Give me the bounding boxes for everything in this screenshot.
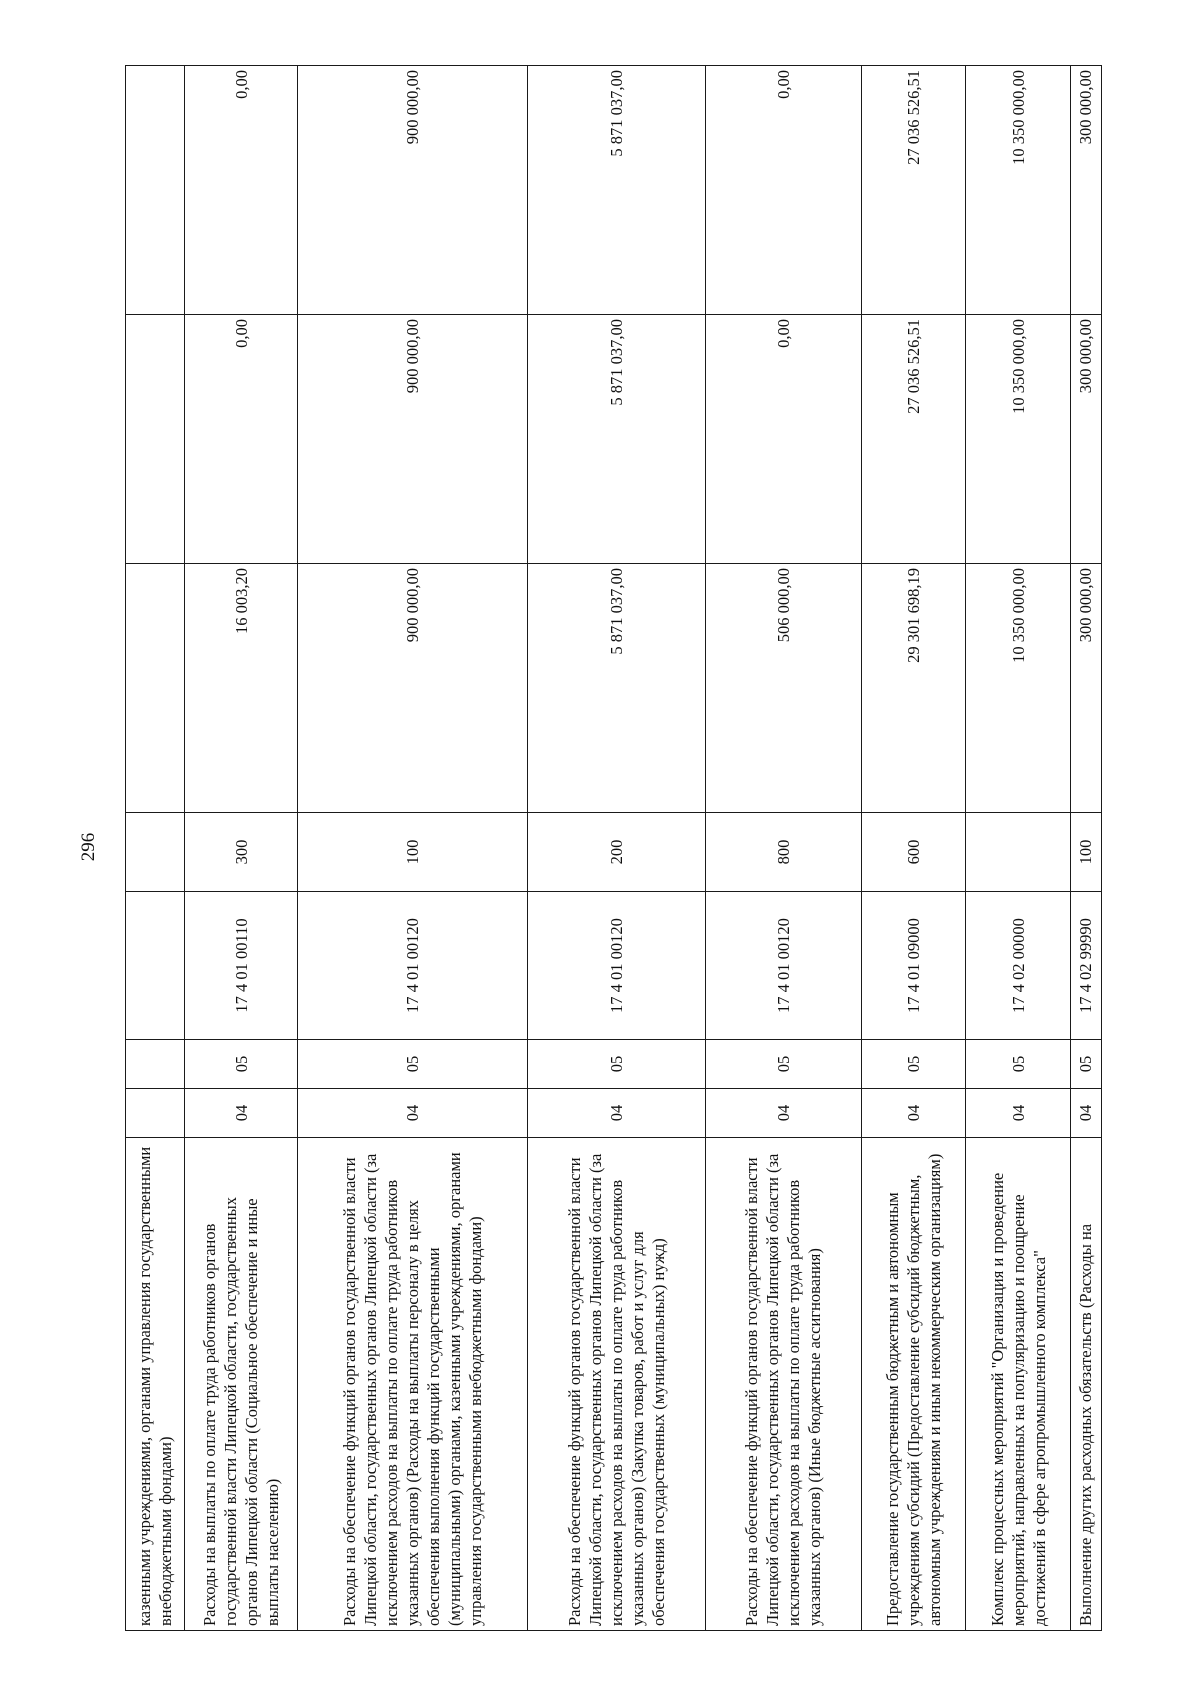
- row-description: Выполнение других расходных обязательств (Расходы на: [1070, 1138, 1101, 1631]
- amount-1: 900 000,00: [298, 564, 528, 813]
- amount-2: 0,00: [185, 315, 298, 564]
- subsection-code: 05: [298, 1040, 528, 1089]
- amount-3: 0,00: [185, 66, 298, 315]
- expense-type-code: 200: [528, 813, 706, 892]
- subsection-code: [126, 1040, 185, 1089]
- target-article-code: [126, 892, 185, 1040]
- table-row: [966, 66, 1070, 1631]
- row-description: Расходы на обеспечение функций органов государственной власти Липецкой области, государственных органов Липецкой области (за исключением расходов на выплаты по оплате труда работников указанных органов) (Иные бюджетные ассигнования): [705, 1138, 861, 1631]
- amount-2: [126, 315, 185, 564]
- amount-3: 900 000,00: [298, 66, 528, 315]
- section-code: [126, 1089, 185, 1138]
- target-article-code: 17 4 01 00120: [298, 892, 528, 1040]
- table-row: [528, 66, 706, 1631]
- table-row: [298, 66, 528, 1631]
- row-description: Расходы на обеспечение функций органов государственной власти Липецкой области, государственных органов Липецкой области (за исключением расходов на выплаты по оплате труда работников указанных органов) (Расходы на выплаты персоналу в целях обеспечения выполнения функций государственными (муниципальными) органами, казенными учреждениями, органами управления государственными внебюджетными фондами): [298, 1138, 528, 1631]
- target-article-code: 17 4 02 00000: [966, 892, 1070, 1040]
- table-row: [126, 66, 185, 1631]
- section-code: 04: [861, 1089, 965, 1138]
- amount-3: 0,00: [705, 66, 861, 315]
- row-description: Предоставление государственным бюджетным и автономным учреждениям субсидий (Предоставление субсидий бюджетным, автономным учреждениям и иным некоммерческим организациям): [861, 1138, 965, 1631]
- target-article-code: 17 4 01 00120: [705, 892, 861, 1040]
- expense-type-code: 100: [298, 813, 528, 892]
- subsection-code: 05: [528, 1040, 706, 1089]
- budget-table: [125, 65, 1102, 1631]
- expense-type-code: 100: [1070, 813, 1101, 892]
- table-row: [861, 66, 965, 1631]
- expense-type-code: [966, 813, 1070, 892]
- amount-3: 10 350 000,00: [966, 66, 1070, 315]
- row-description: казенными учреждениями, органами управления государственными внебюджетными фондами): [126, 1138, 185, 1631]
- table-row: [705, 66, 861, 1631]
- amount-1: 506 000,00: [705, 564, 861, 813]
- amount-3: 300 000,00: [1070, 66, 1101, 315]
- amount-1: [126, 564, 185, 813]
- amount-3: [126, 66, 185, 315]
- row-description: Расходы на выплаты по оплате труда работников органов государственной власти Липецкой области, государственных органов Липецкой области (Социальное обеспечение и иные выплаты населению): [185, 1138, 298, 1631]
- amount-2: 5 871 037,00: [528, 315, 706, 564]
- subsection-code: 05: [1070, 1040, 1101, 1089]
- target-article-code: 17 4 01 00110: [185, 892, 298, 1040]
- amount-1: 16 003,20: [185, 564, 298, 813]
- target-article-code: 17 4 01 00120: [528, 892, 706, 1040]
- amount-1: 29 301 698,19: [861, 564, 965, 813]
- amount-1: 10 350 000,00: [966, 564, 1070, 813]
- expense-type-code: 600: [861, 813, 965, 892]
- amount-2: 0,00: [705, 315, 861, 564]
- section-code: 04: [1070, 1089, 1101, 1138]
- expense-type-code: [126, 813, 185, 892]
- expense-type-code: 800: [705, 813, 861, 892]
- subsection-code: 05: [861, 1040, 965, 1089]
- subsection-code: 05: [185, 1040, 298, 1089]
- table-row: [1070, 66, 1101, 1631]
- subsection-code: 05: [705, 1040, 861, 1089]
- table-row: [185, 66, 298, 1631]
- section-code: 04: [705, 1089, 861, 1138]
- subsection-code: 05: [966, 1040, 1070, 1089]
- section-code: 04: [528, 1089, 706, 1138]
- target-article-code: 17 4 02 99990: [1070, 892, 1101, 1040]
- amount-1: 5 871 037,00: [528, 564, 706, 813]
- amount-2: 10 350 000,00: [966, 315, 1070, 564]
- section-code: 04: [185, 1089, 298, 1138]
- row-description: Комплекс процессных мероприятий "Организация и проведение мероприятий, направленных на популяризацию и поощрение достижений в сфере агропромышленного комплекса": [966, 1138, 1070, 1631]
- amount-3: 27 036 526,51: [861, 66, 965, 315]
- budget-table-container: [125, 66, 1102, 1631]
- section-code: 04: [966, 1089, 1070, 1138]
- amount-2: 900 000,00: [298, 315, 528, 564]
- row-description: Расходы на обеспечение функций органов государственной власти Липецкой области, государственных органов Липецкой области (за исключением расходов на выплаты по оплате труда работников указанных органов) (Закупка товаров, работ и услуг для обеспечения государственных (муниципальных) нужд): [528, 1138, 706, 1631]
- amount-2: 27 036 526,51: [861, 315, 965, 564]
- section-code: 04: [298, 1089, 528, 1138]
- amount-1: 300 000,00: [1070, 564, 1101, 813]
- amount-2: 300 000,00: [1070, 315, 1101, 564]
- amount-3: 5 871 037,00: [528, 66, 706, 315]
- target-article-code: 17 4 01 09000: [861, 892, 965, 1040]
- page-number: 296: [78, 832, 99, 862]
- expense-type-code: 300: [185, 813, 298, 892]
